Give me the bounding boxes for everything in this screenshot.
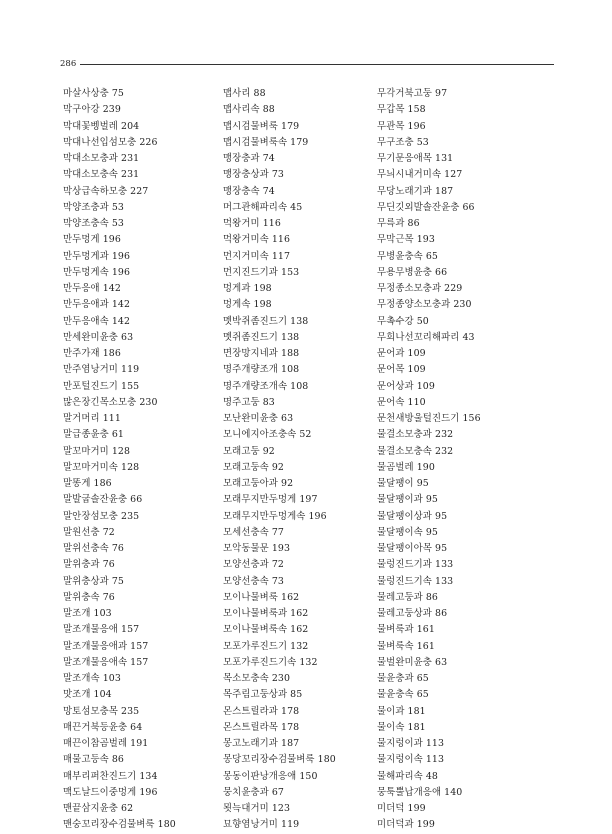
index-entry: 물곰벌레 190	[377, 461, 435, 473]
index-entry: 무정종소모충과 229	[377, 283, 463, 294]
index-entry: 물지렁이속 113	[377, 754, 445, 766]
index-entry: 물달팽이속 95	[377, 526, 438, 538]
index-entry: 말원선충 72	[63, 526, 115, 538]
index-entry: 먹왕거미속 116	[223, 234, 291, 246]
index-entry: 말조개물응애 157	[63, 624, 140, 636]
index-entry: 모니에지아조충속 52	[223, 429, 312, 441]
index-entry: 무희나선꼬리해파리 43	[377, 331, 475, 343]
index-entry: 물지렁이과 113	[377, 738, 445, 749]
index-entry: 매물고등속 86	[63, 754, 124, 766]
index-entry: 모래무지만두멍게 197	[223, 494, 318, 506]
index-entry: 말거머리 111	[63, 413, 121, 424]
index-entry: 무막근목 193	[377, 234, 435, 246]
index-entry: 물벼룩과 161	[377, 624, 435, 636]
index-entry: 명주고둥 83	[223, 396, 275, 408]
index-entry: 목주림고둥상과 85	[223, 689, 303, 701]
index-entry: 말위선충속 76	[63, 543, 124, 554]
index-entry: 물이과 181	[377, 705, 426, 717]
index-entry: 미더덕 199	[377, 803, 426, 814]
index-entry: 막대꽃벵벌레 204	[63, 120, 140, 132]
index-entry: 물레고둥과 86	[377, 591, 438, 603]
index-entry: 만포털진드기 155	[63, 380, 140, 392]
index-entry: 무늬시내거미속 127	[377, 169, 463, 181]
index-entry: 물달팽이과 95	[377, 494, 438, 506]
index-entry: 물달팽이 95	[377, 478, 429, 489]
index-entry: 맥도날드이중멍게 196	[63, 786, 158, 798]
index-entry: 막대소모충과 231	[63, 153, 140, 164]
index-entry: 만두멍게과 196	[63, 250, 131, 262]
index-entry: 모양선충속 73	[223, 575, 284, 587]
index-entry: 멍게속 198	[223, 299, 272, 311]
index-entry: 맹장충상과 73	[223, 169, 284, 181]
index-entry: 말조개 103	[63, 608, 112, 619]
index-entry: 먼지거미속 117	[223, 250, 291, 262]
index-entry: 모포가루진드기속 132	[223, 656, 318, 668]
index-entry: 물이속 181	[377, 721, 426, 733]
index-entry: 명주개량조개 108	[223, 364, 300, 376]
index-entry: 만주가재 186	[63, 348, 121, 359]
index-entry: 목소모충속 230	[223, 673, 291, 684]
index-entry: 만두멍게 196	[63, 234, 121, 246]
index-entry: 무관목 196	[377, 120, 426, 132]
index-entry: 막양조충과 53	[63, 201, 124, 213]
index-entry: 먼지진드기과 153	[223, 266, 300, 278]
index-entry: 맹장충과 74	[223, 153, 275, 164]
index-entry: 만주염낭거미 119	[63, 364, 140, 376]
index-entry: 만두응애 142	[63, 283, 121, 294]
index-entry: 물결소모충속 232	[377, 445, 454, 457]
index-entry: 무기문응애목 131	[377, 153, 454, 164]
index-entry: 말위충상과 75	[63, 575, 124, 587]
index-entry: 막대나선입섬모충 226	[63, 136, 158, 148]
index-entry: 말안장섬모충 235	[63, 510, 140, 522]
index-entry: 만두응애과 142	[63, 299, 131, 311]
index-entry: 맵사리 88	[223, 88, 266, 99]
index-entry: 문어속 110	[377, 396, 426, 408]
index-entry: 물달팽이상과 95	[377, 510, 448, 522]
index-entry: 문어과 109	[377, 348, 426, 359]
index-entry: 무각거북고둥 97	[377, 88, 448, 99]
header-rule	[80, 64, 554, 65]
index-entry: 말조개물응애과 157	[63, 640, 149, 652]
index-entry: 모래무지만두멍게속 196	[223, 510, 327, 522]
index-entry: 물벌완미윤충 63	[377, 656, 448, 668]
index-entry: 모양선충과 72	[223, 559, 284, 571]
index-entry: 물렁진드기속 133	[377, 575, 454, 587]
index-entry: 모세선충속 77	[223, 526, 284, 538]
index-entry: 말위충과 76	[63, 559, 115, 571]
index-entry: 모이나물벼룩과 162	[223, 608, 309, 619]
index-entry: 막구아강 239	[63, 104, 121, 116]
index-entry: 무륵과 86	[377, 218, 420, 229]
index-entry: 모래고둥속 92	[223, 461, 284, 473]
index-column-3	[377, 86, 542, 834]
index-entry: 모난완미윤충 63	[223, 413, 294, 424]
index-entry: 먹왕거미 116	[223, 218, 281, 229]
index-entry: 말꼬마거미속 128	[63, 461, 140, 473]
index-column-1	[63, 86, 228, 834]
index-entry: 무정종양소모충과 230	[377, 299, 472, 311]
index-entry: 머그관해파리속 45	[223, 201, 303, 213]
index-entry: 무촉수강 50	[377, 315, 429, 327]
index-entry: 무딘깃외발솔잔윤충 66	[377, 201, 475, 213]
index-entry: 몽고노래기과 187	[223, 738, 300, 749]
index-entry: 무병윤충속 65	[377, 250, 438, 262]
index-entry: 몬스트릴라과 178	[223, 705, 300, 717]
index-entry: 매부리퍼찬진드기 134	[63, 770, 158, 782]
index-entry: 무용무병윤충 66	[377, 266, 448, 278]
index-entry: 물렁진드기과 133	[377, 559, 454, 571]
index-entry: 맵사리속 88	[223, 104, 275, 116]
index-entry: 문어상과 109	[377, 380, 435, 392]
index-entry: 말급종윤충 61	[63, 429, 124, 441]
index-entry: 말위충속 76	[63, 591, 115, 603]
index-entry: 말발굽솔잔윤충 66	[63, 494, 143, 506]
page-header	[60, 58, 554, 72]
index-entry: 문천새방울털진드기 156	[377, 413, 481, 424]
index-entry: 모악동물문 193	[223, 543, 291, 554]
index-entry: 모이나물벼룩 162	[223, 591, 300, 603]
index-entry: 물윤충속 65	[377, 689, 429, 701]
index-entry: 맨숭꼬리장수검물벼룩 180	[63, 819, 176, 831]
index-entry: 몬스트릴라목 178	[223, 721, 300, 733]
index-entry: 맛조개 104	[63, 689, 112, 701]
index-entry: 멧박쥐좀진드기 138	[223, 315, 309, 327]
index-entry: 막상급속하모충 227	[63, 185, 149, 197]
index-entry: 뭉툭뿔납개응애 140	[377, 786, 463, 798]
index-entry: 묏늑대거미 123	[223, 803, 291, 814]
index-entry: 맨끝삼지윤충 62	[63, 803, 134, 814]
index-entry: 물윤충과 65	[377, 673, 429, 684]
index-entry: 물레고둥상과 86	[377, 608, 448, 619]
index-entry: 마살사상충 75	[63, 88, 124, 99]
index-entry: 만두응애속 142	[63, 315, 131, 327]
index-entry: 물벼룩속 161	[377, 640, 435, 652]
index-entry: 매끈거북등윤충 64	[63, 721, 143, 733]
index-entry: 무당노래기과 187	[377, 185, 454, 197]
index-entry: 만두멍게속 196	[63, 266, 131, 278]
index-entry: 말똥게 186	[63, 478, 112, 489]
index-entry: 맵시검물벼룩속 179	[223, 136, 309, 148]
index-column-2	[223, 86, 388, 834]
index-entry: 뭉치윤충과 67	[223, 786, 284, 798]
index-entry: 모포가루진드기 132	[223, 640, 309, 652]
index-entry: 물달팽이아목 95	[377, 543, 448, 554]
index-entry: 말조개물응애속 157	[63, 656, 149, 668]
index-entry: 모래고둥아과 92	[223, 478, 294, 489]
index-entry: 망토섬모충목 235	[63, 705, 140, 717]
index-entry: 모래고둥 92	[223, 445, 275, 457]
index-entry: 물결소모충과 232	[377, 429, 454, 441]
index-entry: 말조개속 103	[63, 673, 121, 684]
index-entry: 막대소모충속 231	[63, 169, 140, 181]
index-entry: 매끈이참곰벌레 191	[63, 738, 149, 749]
index-entry: 묘향염낭거미 119	[223, 819, 300, 831]
index-entry: 멍게과 198	[223, 283, 272, 294]
index-entry: 만세완미윤충 63	[63, 331, 134, 343]
index-entry: 문어목 109	[377, 364, 426, 376]
index-entry: 명주개량조개속 108	[223, 380, 309, 392]
index-entry: 말꼬마거미 128	[63, 445, 131, 457]
index-entry: 면장망지네과 188	[223, 348, 300, 359]
index-entry: 맵시검물벼룩 179	[223, 120, 300, 132]
index-entry: 몽동이판낭개응애 150	[223, 770, 318, 782]
page-number: 286	[60, 59, 77, 69]
index-entry: 무구조충 53	[377, 136, 429, 148]
index-entry: 모이나물벼룩속 162	[223, 624, 309, 636]
index-entry: 물해파리속 48	[377, 770, 438, 782]
index-entry: 무갑목 158	[377, 104, 426, 116]
index-entry: 막양조충속 53	[63, 218, 124, 229]
index-entry: 멧쥐좀진드기 138	[223, 331, 300, 343]
index-entry: 미더덕과 199	[377, 819, 435, 831]
index-columns	[63, 86, 553, 831]
index-entry: 많은장긴목소모충 230	[63, 396, 158, 408]
index-entry: 몽당꼬리장수검물벼룩 180	[223, 754, 336, 766]
index-entry: 맹장충속 74	[223, 185, 275, 197]
